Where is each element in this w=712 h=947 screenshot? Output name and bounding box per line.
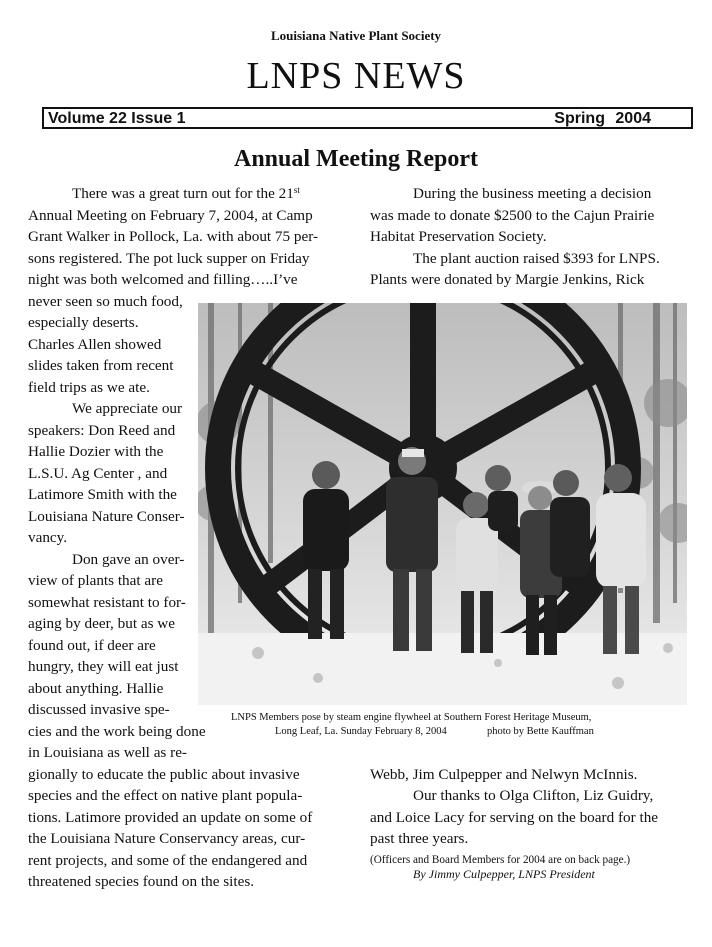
organization-name: Louisiana Native Plant Society bbox=[270, 28, 442, 43]
left-line-18: Don gave an over- bbox=[72, 550, 185, 568]
left-line-2: Annual Meeting on February 7, 2004, at Camp bbox=[28, 206, 313, 224]
left-line-10: field trips as we ate. bbox=[28, 378, 150, 396]
left-line-4: sons registered. The pot luck supper on Friday bbox=[28, 249, 310, 267]
left-line-27: in Louisiana as well as re- bbox=[28, 744, 187, 761]
right-bottom-line-4: past three years. bbox=[370, 830, 469, 847]
group-photo bbox=[198, 303, 687, 705]
left-line-6: never seen so much food, bbox=[28, 292, 183, 310]
issue-bar bbox=[42, 107, 693, 129]
article-headline: Annual Meeting Report bbox=[234, 146, 478, 172]
left-line-12: speakers: Don Reed and bbox=[28, 421, 176, 439]
officers-note: (Officers and Board Members for 2004 are on back page.) bbox=[370, 854, 631, 866]
photo-caption-line-2: Long Leaf, La. Sunday February 8, 2004 bbox=[275, 726, 447, 737]
left-line-24: about anything. Hallie bbox=[28, 679, 164, 697]
left-line-20: somewhat resistant to for- bbox=[28, 593, 186, 611]
left-line-19: view of plants that are bbox=[28, 572, 163, 589]
ordinal-suffix: st bbox=[293, 185, 300, 195]
left-line-26: cies and the work being done bbox=[28, 722, 206, 740]
newsletter-title: LNPS NEWS bbox=[246, 55, 466, 97]
left-line-9: slides taken from recent bbox=[28, 357, 174, 374]
left-line-29: species and the effect on native plant popula- bbox=[28, 787, 303, 804]
right-line-1: During the business meeting a decision bbox=[413, 185, 652, 202]
right-line-3: Habitat Preservation Society. bbox=[370, 228, 547, 245]
right-bottom-line-3: and Loice Lacy for serving on the board for the bbox=[370, 808, 659, 826]
right-line-2: was made to donate $2500 to the Cajun Prairie bbox=[370, 206, 655, 224]
right-bottom-line-1: Webb, Jim Culpepper and Nelwyn McInnis. bbox=[370, 765, 638, 783]
left-line-28: gionally to educate the public about invasive bbox=[28, 765, 300, 783]
left-line-13: Hallie Dozier with the bbox=[28, 443, 164, 460]
article-byline: By Jimmy Culpepper, LNPS President bbox=[413, 867, 595, 881]
left-line-21: aging by deer, but as we bbox=[28, 615, 176, 632]
issue-season: Spring 2004 bbox=[554, 110, 651, 127]
photo-caption-line-1: LNPS Members pose by steam engine flywheel at Southern Forest Heritage Museum, bbox=[231, 712, 592, 723]
photo-credit: photo by Bette Kauffman bbox=[487, 726, 594, 737]
volume-issue: Volume 22 Issue 1 bbox=[48, 110, 186, 127]
left-line-33: threatened species found on the sites. bbox=[28, 873, 255, 890]
left-line-30: tions. Latimore provided an update on some of bbox=[28, 808, 313, 826]
left-line-8: Charles Allen showed bbox=[28, 335, 162, 353]
left-line-5: night was both welcomed and filling…..I’ve bbox=[28, 271, 298, 288]
left-line-22: found out, if deer are bbox=[28, 636, 156, 654]
photo-illustration bbox=[198, 303, 687, 705]
left-line-11: We appreciate our bbox=[72, 400, 183, 417]
left-line-16: Louisiana Nature Conser- bbox=[28, 507, 185, 525]
right-line-5: Plants were donated by Margie Jenkins, Rick bbox=[370, 271, 645, 288]
right-bottom-line-2: Our thanks to Olga Clifton, Liz Guidry, bbox=[413, 787, 654, 804]
left-line-3: Grant Walker in Pollock, La. with about 75 per- bbox=[28, 228, 319, 245]
left-line-23: hungry, they will eat just bbox=[28, 658, 179, 675]
left-line-32: rent projects, and some of the endangered and bbox=[28, 851, 308, 869]
left-line-31: the Louisiana Nature Conservancy areas, cur- bbox=[28, 830, 306, 847]
left-line-7: especially deserts. bbox=[28, 314, 139, 331]
left-line-15: Latimore Smith with the bbox=[28, 486, 177, 503]
left-line-14: L.S.U. Ag Center , and bbox=[28, 464, 168, 482]
left-line-1: There was a great turn out for the 21st bbox=[72, 185, 300, 202]
left-line-25: discussed invasive spe- bbox=[28, 701, 170, 718]
left-line-17: vancy. bbox=[28, 529, 68, 546]
right-line-4: The plant auction raised $393 for LNPS. bbox=[413, 249, 660, 267]
